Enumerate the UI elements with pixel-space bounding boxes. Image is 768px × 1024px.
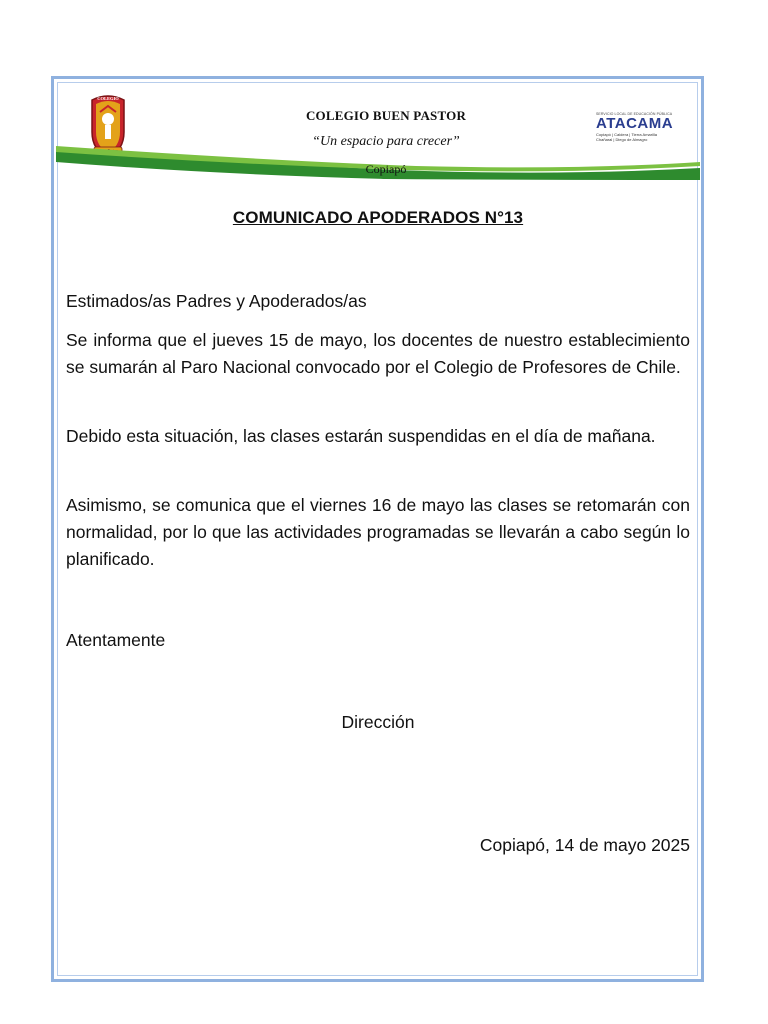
date-line: Copiapó, 14 de mayo 2025 xyxy=(479,835,690,855)
partner-communes-2: Chañaral | Diego de Almagro xyxy=(596,137,648,142)
paragraph-strike-notice: Se informa que el jueves 15 de mayo, los docentes de nuestro establecimiento se sumarán al Paro Nacional convocado por el Colegio de Profesores de Chile. xyxy=(66,330,690,377)
crest-top-text: COLEGIO xyxy=(97,96,119,101)
signer: Dirección xyxy=(341,712,415,732)
school-city: Copiapó xyxy=(365,162,407,176)
school-motto: “Un espacio para crecer” xyxy=(312,134,460,149)
paragraph-classes-suspended: Debido esta situación, las clases estarán suspendidas en el día de mañana. xyxy=(66,426,656,446)
document-title: COMUNICADO APODERADOS N°13 xyxy=(232,208,524,227)
letterhead xyxy=(56,84,700,194)
salutation: Estimados/as Padres y Apoderados/as xyxy=(66,291,367,311)
paragraph-classes-resume: Asimismo, se comunica que el viernes 16 de mayo las clases se retomarán con normalidad, por lo que las actividades programadas se llevarán a cabo según lo planificado. xyxy=(66,495,690,569)
school-name: COLEGIO BUEN PASTOR xyxy=(305,108,467,123)
partner-caption: SERVICIO LOCAL DE EDUCACIÓN PÚBLICA xyxy=(596,112,673,116)
closing: Atentamente xyxy=(66,630,166,650)
slep-atacama-logo xyxy=(592,112,692,142)
partner-name: ATACAMA xyxy=(596,115,674,132)
partner-communes-1: Copiapó | Caldera | Tierra Amarilla xyxy=(596,132,657,137)
